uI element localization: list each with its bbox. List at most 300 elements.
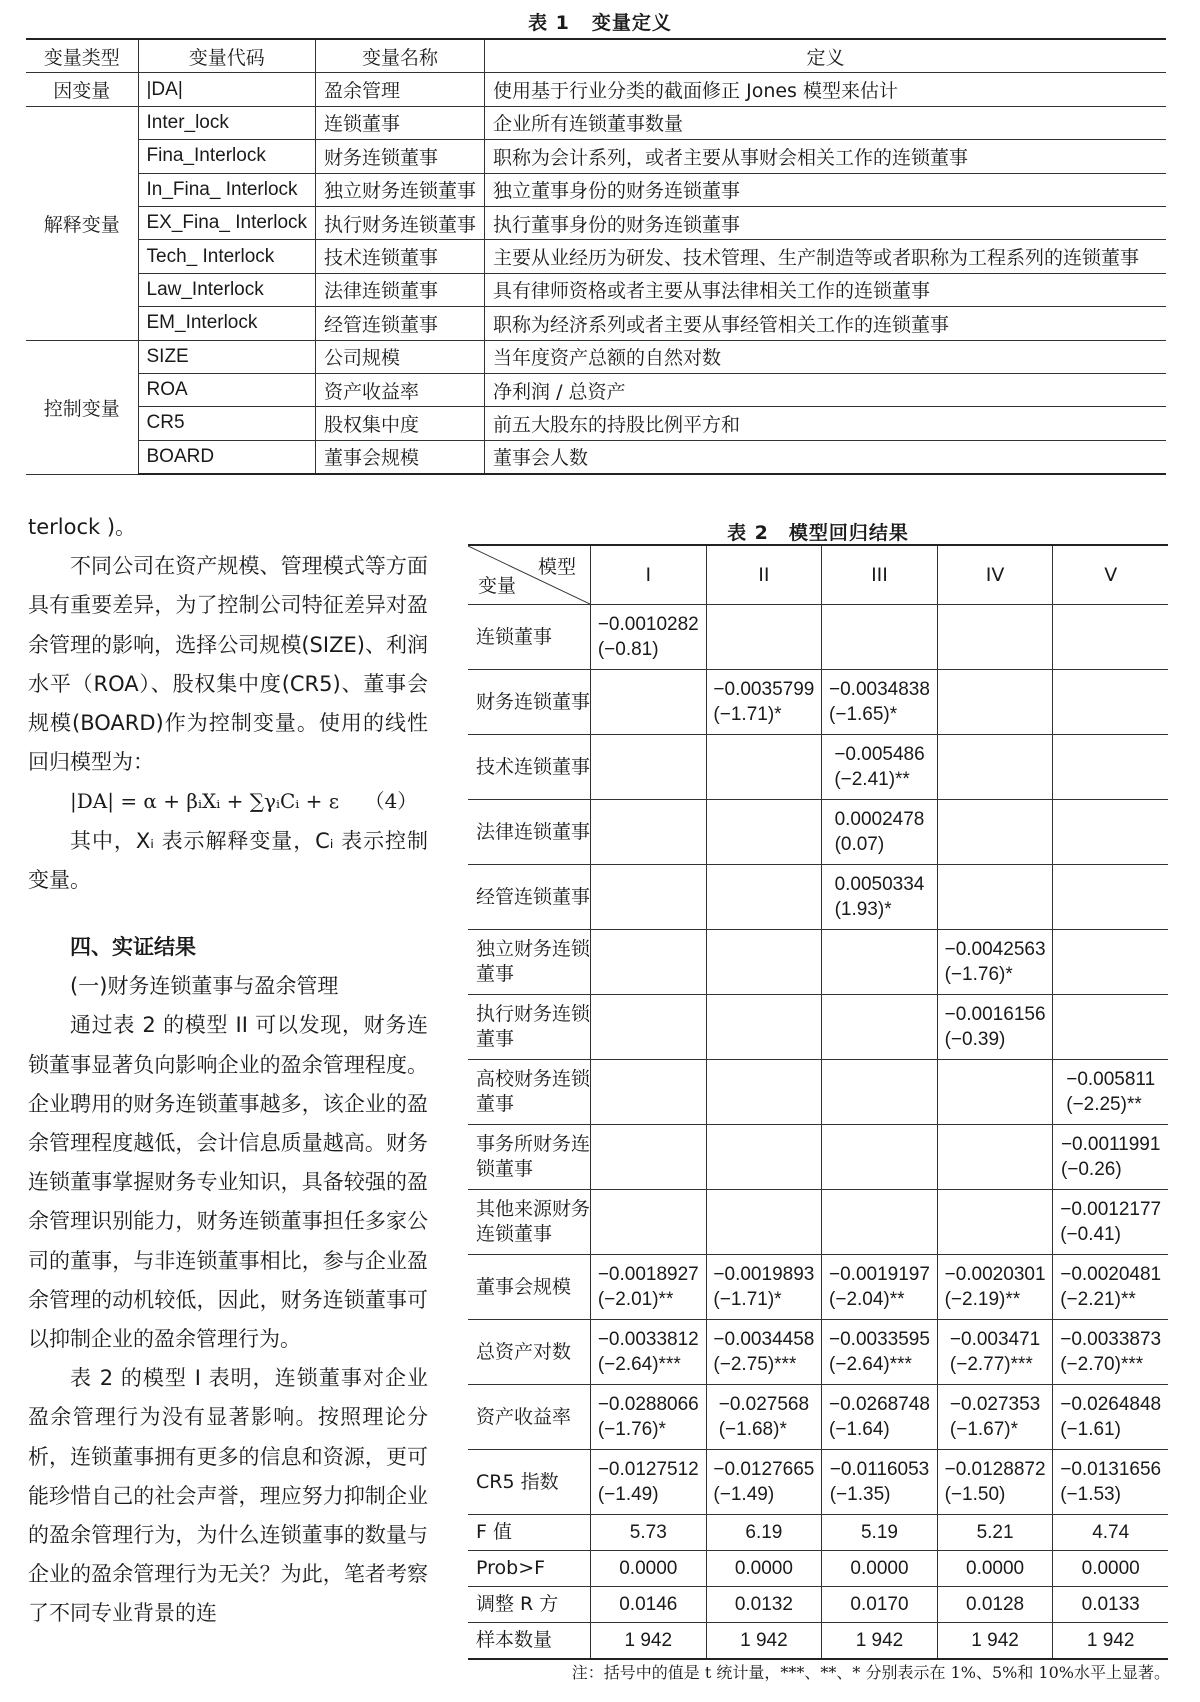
row-label-cell: 资产收益率 <box>468 1385 591 1450</box>
coefficient-cell <box>1053 930 1168 995</box>
coefficient-cell <box>706 1450 822 1515</box>
stat-value-cell: 1 942 <box>706 1623 822 1660</box>
coefficient-pair <box>1060 1327 1161 1377</box>
coefficient-cell <box>822 1125 938 1190</box>
coefficient-cell <box>706 1125 822 1190</box>
variable-name-cell: 财务连锁董事 <box>316 140 485 173</box>
t-statistic: (−1.67)* <box>949 1419 1019 1440</box>
row-label-cell: 事务所财务连锁董事 <box>468 1125 591 1190</box>
coefficient-value: −0.005811 <box>1066 1069 1156 1090</box>
variable-type-cell: 因变量 <box>26 73 138 106</box>
variable-definition-cell: 执行董事身份的财务连锁董事 <box>485 206 1166 239</box>
variable-code-cell: CR5 <box>138 407 316 440</box>
table1-label: 表 1 <box>528 12 570 34</box>
coefficient-pair <box>1060 1262 1161 1312</box>
t-statistic: (−1.71)* <box>713 1289 782 1310</box>
coefficient-value: −0.005486 <box>834 744 925 765</box>
table2-variable-row <box>468 1320 1168 1385</box>
table2-stat-row <box>468 1515 1168 1551</box>
coefficient-cell <box>591 1060 707 1125</box>
variable-code-cell: Tech_ Interlock <box>138 240 316 273</box>
coefficient-cell <box>591 800 707 865</box>
coefficient-cell <box>706 1060 822 1125</box>
coefficient-value: −0.0020481 <box>1060 1264 1162 1285</box>
paragraph-formula-explanation: 其中，Xᵢ 表示解释变量，Cᵢ 表示控制变量。 <box>28 828 428 892</box>
coefficient-pair <box>1060 1197 1161 1247</box>
table1-row <box>26 273 1166 306</box>
coefficient-cell <box>822 1450 938 1515</box>
row-label-cell: 财务连锁董事 <box>468 670 591 735</box>
t-statistic: (−1.65)* <box>829 704 898 725</box>
table1-row <box>26 140 1166 173</box>
coefficient-pair <box>1061 1132 1161 1182</box>
coefficient-cell <box>706 1255 822 1320</box>
coefficient-value: 0.0002478 <box>834 809 925 830</box>
t-statistic: (−2.41)** <box>834 769 910 790</box>
table2-title <box>468 518 1168 545</box>
variable-type-cell: 控制变量 <box>26 340 138 474</box>
coefficient-cell <box>937 670 1053 735</box>
variable-definition-cell: 职称为经济系列或者主要从事经管相关工作的连锁董事 <box>485 307 1166 340</box>
corner-model-label: 模型 <box>537 556 576 578</box>
coefficient-cell <box>1053 1060 1168 1125</box>
model-header-5: V <box>1053 545 1168 605</box>
coefficient-pair <box>598 1392 699 1442</box>
coefficient-cell <box>591 1320 707 1385</box>
coefficient-cell <box>937 800 1053 865</box>
variable-code-cell: |DA| <box>138 73 316 106</box>
coefficient-value: −0.0020301 <box>944 1264 1046 1285</box>
variable-definition-cell: 净利润 / 总资产 <box>485 373 1166 406</box>
coefficient-pair <box>945 937 1046 987</box>
subsection-heading: (一)财务连锁董事与盈余管理 <box>70 974 339 999</box>
coefficient-pair <box>829 677 930 727</box>
coefficient-value: −0.0012177 <box>1060 1199 1162 1220</box>
table2-variable-row <box>468 670 1168 735</box>
table2-variable-row <box>468 800 1168 865</box>
coefficient-cell <box>706 995 822 1060</box>
coefficient-value: −0.0019197 <box>829 1264 930 1285</box>
paragraph-continuation: terlock )。 <box>28 515 137 539</box>
coefficient-cell <box>591 1125 707 1190</box>
table2-variable-row <box>468 1450 1168 1515</box>
coefficient-value: −0.0131656 <box>1060 1459 1162 1480</box>
stat-label-cell: 调整 R 方 <box>468 1587 591 1623</box>
row-label-cell: 法律连锁董事 <box>468 800 591 865</box>
coefficient-pair <box>1060 1392 1161 1442</box>
stat-value-cell: 0.0128 <box>937 1587 1053 1623</box>
t-statistic: (0.07) <box>834 834 885 855</box>
coefficient-pair <box>713 1262 814 1312</box>
table2-variable-row <box>468 865 1168 930</box>
coefficient-value: −0.0264848 <box>1060 1394 1162 1415</box>
t-statistic: (−0.39) <box>944 1029 1006 1050</box>
t-statistic: (−1.61) <box>1060 1419 1121 1440</box>
variable-name-cell: 经管连锁董事 <box>316 307 485 340</box>
coefficient-cell <box>822 1190 938 1255</box>
t-statistic: (−1.76)* <box>597 1419 666 1440</box>
coefficient-cell <box>1053 1320 1168 1385</box>
table2-label: 表 2 <box>727 522 769 544</box>
row-label-cell: 执行财务连锁董事 <box>468 995 591 1060</box>
t-statistic: (−1.71)* <box>713 704 782 725</box>
variable-code-cell: BOARD <box>138 440 316 474</box>
table2-stat-row <box>468 1587 1168 1623</box>
variable-name-cell: 技术连锁董事 <box>316 240 485 273</box>
corner-cell <box>468 545 591 605</box>
t-statistic: (−2.01)** <box>597 1289 674 1310</box>
coefficient-cell <box>822 1060 938 1125</box>
coefficient-value: −0.0127512 <box>597 1459 699 1480</box>
formula-number: （4） <box>364 789 418 814</box>
variable-type-cell: 解释变量 <box>26 106 138 340</box>
header-variable-type: 变量类型 <box>26 39 138 73</box>
coefficient-cell <box>937 930 1053 995</box>
coefficient-cell <box>591 995 707 1060</box>
t-statistic: (−1.53) <box>1060 1484 1121 1505</box>
corner-variable-label: 变量 <box>478 575 517 597</box>
stat-value-cell: 5.19 <box>822 1515 938 1551</box>
stat-label-cell: F 值 <box>468 1515 591 1551</box>
coefficient-cell <box>1053 1125 1168 1190</box>
coefficient-cell <box>1053 865 1168 930</box>
coefficient-cell <box>1053 995 1168 1060</box>
coefficient-cell <box>822 670 938 735</box>
stat-value-cell: 5.21 <box>937 1515 1053 1551</box>
coefficient-cell <box>591 930 707 995</box>
coefficient-pair <box>945 1002 1046 1052</box>
table1-row <box>26 206 1166 239</box>
coefficient-pair <box>829 1327 930 1377</box>
t-statistic: (−0.41) <box>1060 1224 1121 1245</box>
coefficient-cell <box>937 995 1053 1060</box>
coefficient-value: −0.0033812 <box>597 1329 699 1350</box>
coefficient-cell <box>822 735 938 800</box>
table2-variable-row <box>468 995 1168 1060</box>
row-label-cell: 独立财务连锁董事 <box>468 930 591 995</box>
coefficient-value: −0.0127665 <box>713 1459 815 1480</box>
coefficient-cell <box>591 1190 707 1255</box>
table2-variable-row <box>468 930 1168 995</box>
stat-value-cell: 0.0000 <box>591 1551 707 1587</box>
coefficient-cell <box>822 865 938 930</box>
table1-title <box>0 8 1200 35</box>
coefficient-cell <box>706 670 822 735</box>
table2-variable-row <box>468 1255 1168 1320</box>
variable-name-cell: 资产收益率 <box>316 373 485 406</box>
stat-value-cell: 6.19 <box>706 1515 822 1551</box>
stat-value-cell: 5.73 <box>591 1515 707 1551</box>
coefficient-value: −0.0033595 <box>829 1329 930 1350</box>
coefficient-cell <box>937 1125 1053 1190</box>
coefficient-pair <box>598 612 699 662</box>
stat-value-cell: 1 942 <box>822 1623 938 1660</box>
coefficient-cell <box>937 1060 1053 1125</box>
table2-variable-row <box>468 1125 1168 1190</box>
t-statistic: (−2.70)*** <box>1060 1354 1144 1375</box>
stat-value-cell: 0.0133 <box>1053 1587 1168 1623</box>
table1-header-row <box>26 39 1166 73</box>
stat-value-cell: 0.0132 <box>706 1587 822 1623</box>
coefficient-cell <box>822 800 938 865</box>
coefficient-cell <box>937 1385 1053 1450</box>
coefficient-cell <box>706 800 822 865</box>
variable-definition-cell: 前五大股东的持股比例平方和 <box>485 407 1166 440</box>
stat-value-cell: 0.0146 <box>591 1587 707 1623</box>
coefficient-value: −0.0035799 <box>713 679 815 700</box>
coefficient-value: −0.0268748 <box>829 1394 930 1415</box>
coefficient-cell <box>1053 1190 1168 1255</box>
coefficient-pair <box>945 1457 1046 1507</box>
coefficient-value: −0.0042563 <box>944 939 1046 960</box>
coefficient-pair <box>834 742 924 792</box>
coefficient-cell <box>822 930 938 995</box>
variable-code-cell: In_Fina_ Interlock <box>138 173 316 206</box>
body-text-column <box>28 508 428 1634</box>
coefficient-pair <box>950 1327 1040 1377</box>
t-statistic: (−1.64) <box>829 1419 890 1440</box>
table2-stat-row <box>468 1551 1168 1587</box>
coefficient-pair <box>829 1262 930 1312</box>
t-statistic: (−0.26) <box>1060 1159 1122 1180</box>
coefficient-pair <box>598 1457 699 1507</box>
stat-value-cell: 0.0000 <box>822 1551 938 1587</box>
stat-value-cell: 1 942 <box>1053 1623 1168 1660</box>
variable-definition-cell: 具有律师资格或者主要从事法律相关工作的连锁董事 <box>485 273 1166 306</box>
stat-value-cell: 4.74 <box>1053 1515 1168 1551</box>
coefficient-cell <box>591 605 707 670</box>
row-label-cell: CR5 指数 <box>468 1450 591 1515</box>
stat-label-cell: Prob>F <box>468 1551 591 1587</box>
variable-code-cell: Inter_lock <box>138 106 316 139</box>
t-statistic: (−2.77)*** <box>949 1354 1033 1375</box>
coefficient-cell <box>706 605 822 670</box>
coefficient-cell <box>937 865 1053 930</box>
row-label-cell: 董事会规模 <box>468 1255 591 1320</box>
variable-code-cell: EX_Fina_ Interlock <box>138 206 316 239</box>
row-label-cell: 其他来源财务连锁董事 <box>468 1190 591 1255</box>
coefficient-pair <box>1060 1457 1161 1507</box>
coefficient-cell <box>937 1450 1053 1515</box>
variable-name-cell: 法律连锁董事 <box>316 273 485 306</box>
coefficient-cell <box>706 735 822 800</box>
coefficient-cell <box>591 1385 707 1450</box>
variable-name-cell: 股权集中度 <box>316 407 485 440</box>
t-statistic: (−1.49) <box>597 1484 659 1505</box>
coefficient-pair <box>713 1327 814 1377</box>
coefficient-cell <box>591 865 707 930</box>
header-definition: 定义 <box>485 39 1166 73</box>
t-statistic: (−2.64)*** <box>597 1354 681 1375</box>
row-label-cell: 技术连锁董事 <box>468 735 591 800</box>
t-statistic: (−1.76)* <box>944 964 1013 985</box>
table1-row <box>26 307 1166 340</box>
table1-row <box>26 73 1166 106</box>
coefficient-value: −0.0034458 <box>713 1329 815 1350</box>
row-label-cell: 经管连锁董事 <box>468 865 591 930</box>
t-statistic: (−2.19)** <box>944 1289 1021 1310</box>
coefficient-value: −0.0288066 <box>597 1394 699 1415</box>
coefficient-cell <box>1053 605 1168 670</box>
table1-caption: 变量定义 <box>591 12 672 34</box>
coefficient-cell <box>1053 735 1168 800</box>
coefficient-value: −0.0128872 <box>944 1459 1046 1480</box>
coefficient-value: −0.0033873 <box>1060 1329 1162 1350</box>
t-statistic: (−2.04)** <box>829 1289 905 1310</box>
coefficient-value: −0.027568 <box>718 1394 810 1415</box>
variable-code-cell: Fina_Interlock <box>138 140 316 173</box>
stat-value-cell: 0.0000 <box>937 1551 1053 1587</box>
variable-code-cell: EM_Interlock <box>138 307 316 340</box>
coefficient-pair <box>835 872 925 922</box>
coefficient-pair <box>598 1262 699 1312</box>
row-label-cell: 连锁董事 <box>468 605 591 670</box>
model-header-2: II <box>706 545 822 605</box>
t-statistic: (−1.35) <box>829 1484 891 1505</box>
t-statistic: (−0.81) <box>597 639 659 660</box>
paragraph-model-i: 表 2 的模型 I 表明，连锁董事对企业盈余管理行为没有显著影响。按照理论分析，连锁董事拥有更多的信息和资源，更可能珍惜自己的社会声誉，理应努力抑制企业的盈余管理行为，为什么连锁董事的数量与企业的盈余管理行为无关？为此，笔者考察了不同专业背景的连 <box>28 1366 428 1626</box>
table2-variable-row <box>468 1385 1168 1450</box>
variable-definition-cell: 独立董事身份的财务连锁董事 <box>485 173 1166 206</box>
model-header-3: III <box>822 545 938 605</box>
t-statistic: (−1.50) <box>944 1484 1006 1505</box>
regression-results-table <box>468 544 1168 1660</box>
model-header-4: IV <box>937 545 1053 605</box>
coefficient-cell <box>937 605 1053 670</box>
variable-code-cell: Law_Interlock <box>138 273 316 306</box>
stat-value-cell: 1 942 <box>591 1623 707 1660</box>
variable-name-cell: 执行财务连锁董事 <box>316 206 485 239</box>
coefficient-value: −0.0018927 <box>597 1264 699 1285</box>
variable-code-cell: ROA <box>138 373 316 406</box>
table1-row <box>26 440 1166 474</box>
variable-name-cell: 董事会规模 <box>316 440 485 474</box>
coefficient-cell <box>706 1385 822 1450</box>
variable-definition-cell: 使用基于行业分类的截面修正 Jones 模型来估计 <box>485 73 1166 106</box>
coefficient-pair <box>829 1392 930 1442</box>
coefficient-value: −0.0034838 <box>829 679 930 700</box>
coefficient-value: −0.0116053 <box>829 1459 930 1480</box>
coefficient-cell <box>937 735 1053 800</box>
paragraph-model-ii: 通过表 2 的模型 II 可以发现，财务连锁董事显著负向影响企业的盈余管理程度。企业聘用的财务连锁董事越多，该企业的盈余管理程度越低，会计信息质量越高。财务连锁董事掌握财务专业知识，具备较强的盈余管理识别能力，财务连锁董事担任多家公司的董事，与非连锁董事相比，参与企业盈余管理的动机较低，因此，财务连锁董事可以抑制企业的盈余管理行为。 <box>28 1013 428 1352</box>
t-statistic: (−1.68)* <box>718 1419 787 1440</box>
t-statistic: (−2.64)*** <box>829 1354 912 1375</box>
paragraph-control-variables: 不同公司在资产规模、管理模式等方面具有重要差异，为了控制公司特征差异对盈余管理的影响，选择公司规模(SIZE)、利润水平（ROA）、股权集中度(CR5)、董事会规模(BOARD)作为控制变量。使用的线性回归模型为： <box>28 554 428 775</box>
coefficient-cell <box>1053 800 1168 865</box>
coefficient-cell <box>937 1255 1053 1320</box>
coefficient-cell <box>937 1320 1053 1385</box>
coefficient-pair <box>830 1457 930 1507</box>
coefficient-cell <box>937 1190 1053 1255</box>
variable-name-cell: 连锁董事 <box>316 106 485 139</box>
variable-name-cell: 盈余管理 <box>316 73 485 106</box>
table2-variable-row <box>468 735 1168 800</box>
variable-definition-table <box>26 38 1166 475</box>
table2-caption: 模型回归结果 <box>788 522 909 544</box>
coefficient-cell <box>591 1255 707 1320</box>
coefficient-cell <box>706 1190 822 1255</box>
coefficient-cell <box>1053 1385 1168 1450</box>
table2-variable-row <box>468 1190 1168 1255</box>
coefficient-pair <box>1066 1067 1155 1117</box>
coefficient-cell <box>1053 670 1168 735</box>
table1-row <box>26 173 1166 206</box>
table2-header-row <box>468 545 1168 605</box>
t-statistic: (1.93)* <box>834 899 892 920</box>
coefficient-cell <box>822 605 938 670</box>
coefficient-pair <box>598 1327 699 1377</box>
coefficient-cell <box>1053 1450 1168 1515</box>
variable-definition-cell: 当年度资产总额的自然对数 <box>485 340 1166 373</box>
coefficient-value: −0.0016156 <box>944 1004 1046 1025</box>
variable-definition-cell: 企业所有连锁董事数量 <box>485 106 1166 139</box>
coefficient-cell <box>706 865 822 930</box>
stat-value-cell: 0.0000 <box>706 1551 822 1587</box>
header-variable-name: 变量名称 <box>316 39 485 73</box>
stat-value-cell: 0.0000 <box>1053 1551 1168 1587</box>
table2-stat-row <box>468 1623 1168 1660</box>
variable-code-cell: SIZE <box>138 340 316 373</box>
coefficient-value: −0.0011991 <box>1060 1134 1161 1155</box>
coefficient-value: −0.027353 <box>949 1394 1041 1415</box>
table1-row <box>26 373 1166 406</box>
t-statistic: (−1.49) <box>713 1484 775 1505</box>
row-label-cell: 高校财务连锁董事 <box>468 1060 591 1125</box>
table1-row <box>26 240 1166 273</box>
t-statistic: (−2.75)*** <box>713 1354 797 1375</box>
coefficient-cell <box>591 735 707 800</box>
coefficient-value: 0.0050334 <box>834 874 925 895</box>
variable-definition-cell: 主要从业经历为研发、技术管理、生产制造等或者职称为工程系列的连锁董事 <box>485 240 1166 273</box>
table1-row <box>26 340 1166 373</box>
table2-footnote: 注：括号中的值是 t 统计量，***、**、* 分别表示在 1%、5%和 10%水平上显著。 <box>571 1663 1170 1682</box>
section-heading: 四、实证结果 <box>70 935 196 960</box>
coefficient-value: −0.0010282 <box>597 614 699 635</box>
coefficient-pair <box>719 1392 809 1442</box>
stat-value-cell: 0.0170 <box>822 1587 938 1623</box>
coefficient-cell <box>591 1450 707 1515</box>
regression-formula <box>28 782 428 821</box>
t-statistic: (−2.25)** <box>1066 1094 1142 1115</box>
variable-definition-cell: 董事会人数 <box>485 440 1166 474</box>
coefficient-pair <box>713 1457 814 1507</box>
table1-row <box>26 106 1166 139</box>
coefficient-value: −0.0019893 <box>713 1264 815 1285</box>
coefficient-pair <box>945 1262 1046 1312</box>
variable-definition-cell: 职称为会计系列，或者主要从事财会相关工作的连锁董事 <box>485 140 1166 173</box>
coefficient-pair <box>835 807 925 857</box>
coefficient-pair <box>950 1392 1040 1442</box>
coefficient-cell <box>822 1255 938 1320</box>
variable-name-cell: 独立财务连锁董事 <box>316 173 485 206</box>
stat-label-cell: 样本数量 <box>468 1623 591 1660</box>
coefficient-cell <box>822 1320 938 1385</box>
table2-variable-row <box>468 1060 1168 1125</box>
variable-name-cell: 公司规模 <box>316 340 485 373</box>
coefficient-value: −0.003471 <box>949 1329 1041 1350</box>
stat-value-cell: 1 942 <box>937 1623 1053 1660</box>
coefficient-pair <box>713 677 814 727</box>
t-statistic: (−2.21)** <box>1060 1289 1136 1310</box>
coefficient-cell <box>706 1320 822 1385</box>
coefficient-cell <box>822 1385 938 1450</box>
coefficient-cell <box>1053 1255 1168 1320</box>
header-variable-code: 变量代码 <box>138 39 316 73</box>
coefficient-cell <box>706 930 822 995</box>
formula-expression: |DA| = α + βᵢXᵢ + ∑γᵢCᵢ + ε <box>70 789 340 814</box>
table2-variable-row <box>468 605 1168 670</box>
model-header-1: I <box>591 545 707 605</box>
